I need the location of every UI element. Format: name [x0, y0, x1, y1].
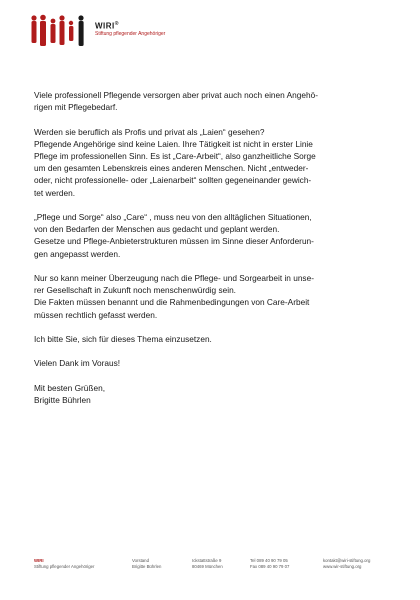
letter-paragraph: Vielen Dank im Voraus! [34, 358, 121, 369]
letter-paragraph: Viele professionell Pflegende versorgen aber privat auch noch einen Angehö- rigen mit Pflegebedarf. [34, 90, 318, 113]
footer-org-tagline: Stiftung pflegender Angehöriger [34, 564, 95, 570]
footer-contact [323, 558, 370, 570]
letterhead-logo [29, 14, 189, 48]
footer-org-name: WIRI [34, 558, 44, 563]
footer-street: Ickstattstraße 9 [192, 558, 222, 563]
letter-paragraph: Werden sie beruflich als Profis und privat als „Laien“ gesehen? Pflegende Angehörige sind keine Laien. Ihre Tätigkeit ist nicht in erster Linie Pflege im professionellen Sinn. Es ist „Care-Arbeit“, also ganzheitliche Sorge um den gesamten Lebenskreis eines anderen Menschen. Nicht „entweder- oder, nicht professionelle- oder „Laienarbeit“ sollten gegeneinander gewich- tet werden. [34, 126, 316, 198]
footer-address [192, 558, 223, 570]
footer-board [132, 558, 161, 570]
letter-paragraph: Nur so kann meiner Überzeugung nach die Pflege- und Sorgearbeit in unse- rer Gesellschaft in Zukunft noch menschenwürdig sein. Die Fakten müssen benannt und die Rahmenbedingungen von Care-Arbeit müssen rechtlich gefasst werden. [34, 273, 314, 320]
footer-tel: Tel 089 40 90 79 05 [250, 558, 288, 563]
logo-wordmark: WIRI® [95, 21, 119, 31]
letter-paragraph: „Pflege und Sorge“ also „Care“ , muss neu von den alltäglichen Situationen, von den Bedarfen der Menschen aus gedacht und geplant werden. Gesetze und Pflege-Anbieterstrukturen müssen im Sinne dieser Anforderun- gen angepasst werden. [34, 212, 314, 259]
footer-web[interactable]: www.wir-stiftung.org [323, 564, 362, 570]
footer-org [34, 558, 94, 570]
letter-paragraph: Ich bitte Sie, sich für dieses Thema einzusetzen. [34, 334, 212, 344]
footer-phone [250, 558, 289, 570]
footer-city: 80469 München [192, 564, 223, 570]
footer-email[interactable]: kontakt@wiri-stiftung.org [323, 558, 371, 563]
footer-board-name: Brigitte Bührlen [132, 564, 162, 570]
letter-signature: Brigitte Bührlen [34, 394, 91, 405]
letter-body [34, 89, 386, 406]
letter-closing: Mit besten Grüßen, [34, 382, 106, 393]
family-figures-icon [29, 14, 89, 48]
footer-fax: Fax 089 40 90 79 07 [250, 564, 290, 570]
page-footer [34, 558, 394, 580]
footer-board-label: Vorstand [132, 558, 149, 563]
logo-tagline: Stiftung pflegender Angehöriger [95, 31, 166, 37]
